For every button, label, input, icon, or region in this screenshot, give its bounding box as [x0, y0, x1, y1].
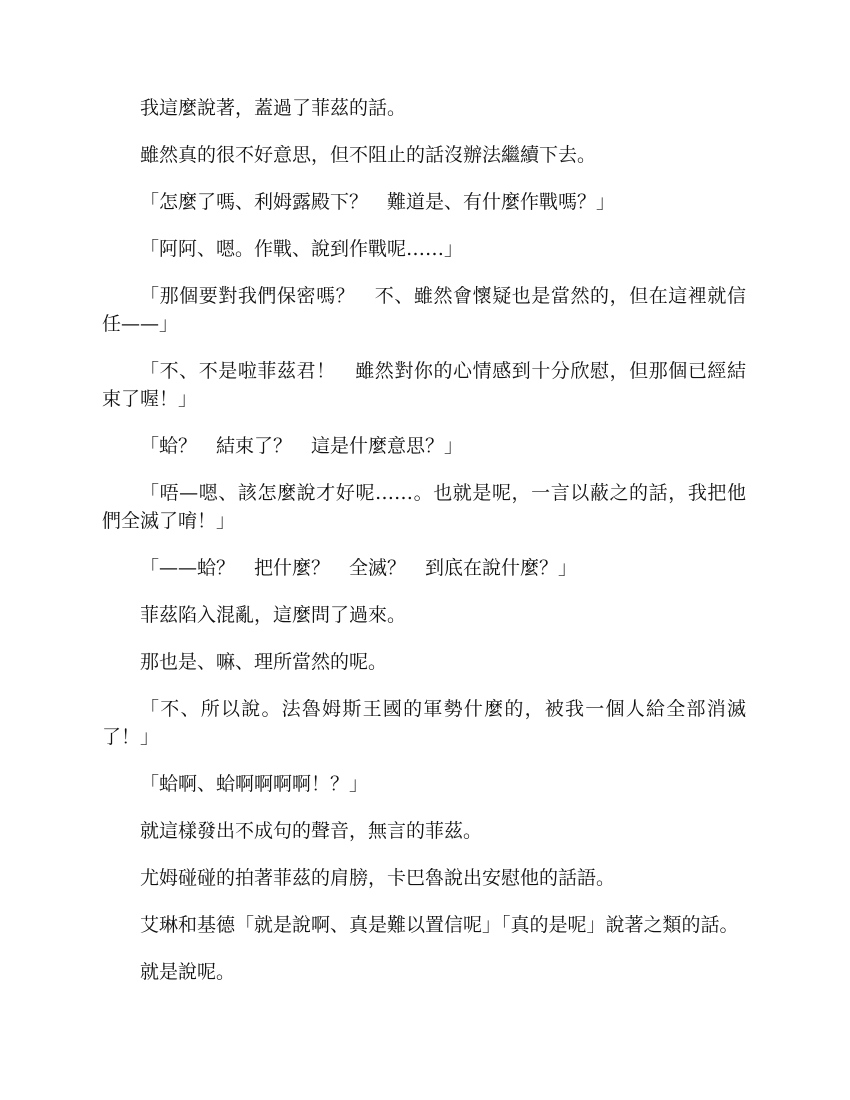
paragraph: 「阿阿、嗯。作戰、說到作戰呢……」	[140, 238, 464, 260]
paragraph: 就這樣發出不成句的聲音，無言的菲茲。	[140, 820, 483, 842]
paragraph: 雖然真的很不好意思，但不阻止的話沒辦法繼續下去。	[140, 144, 597, 166]
paragraph: 尤姆碰碰的拍著菲茲的肩膀，卡巴魯說出安慰他的話語。	[140, 867, 616, 889]
paragraph: 「——蛤？ 把什麼？ 全滅？ 到底在說什麼？」	[140, 557, 578, 579]
paragraph: 那也是、嘛、理所當然的呢。	[140, 651, 388, 673]
paragraph: 「蛤啊、蛤啊啊啊啊！？」	[140, 773, 369, 795]
paragraph: 「蛤？ 結束了？ 這是什麼意思？」	[140, 435, 464, 457]
body-text	[102, 94, 746, 986]
paragraph: 「不、不是啦菲茲君！ 雖然對你的心情感到十分欣慰，但那個已經結束了喔！」	[102, 360, 746, 410]
paragraph: 我這麼說著，蓋過了菲茲的話。	[140, 97, 407, 119]
paragraph: 艾琳和基德「就是說啊、真是難以置信呢」「真的是呢」說著之類的話。	[140, 914, 739, 936]
paragraph: 菲茲陷入混亂，這麼問了過來。	[140, 604, 407, 626]
paragraph: 「那個要對我們保密嗎？ 不、雖然會懷疑也是當然的，但在這裡就信任——」	[102, 285, 746, 335]
paragraph: 「唔—嗯、該怎麼說才好呢……。也就是呢，一言以蔽之的話，我把他們全滅了唷！」	[102, 482, 746, 532]
paragraph: 「不、所以說。法魯姆斯王國的軍勢什麼的，被我一個人給全部消滅了！」	[102, 698, 746, 748]
paragraph: 「怎麼了嗎、利姆露殿下？ 難道是、有什麼作戰嗎？」	[140, 191, 616, 213]
paragraph: 就是說呢。	[140, 961, 236, 983]
